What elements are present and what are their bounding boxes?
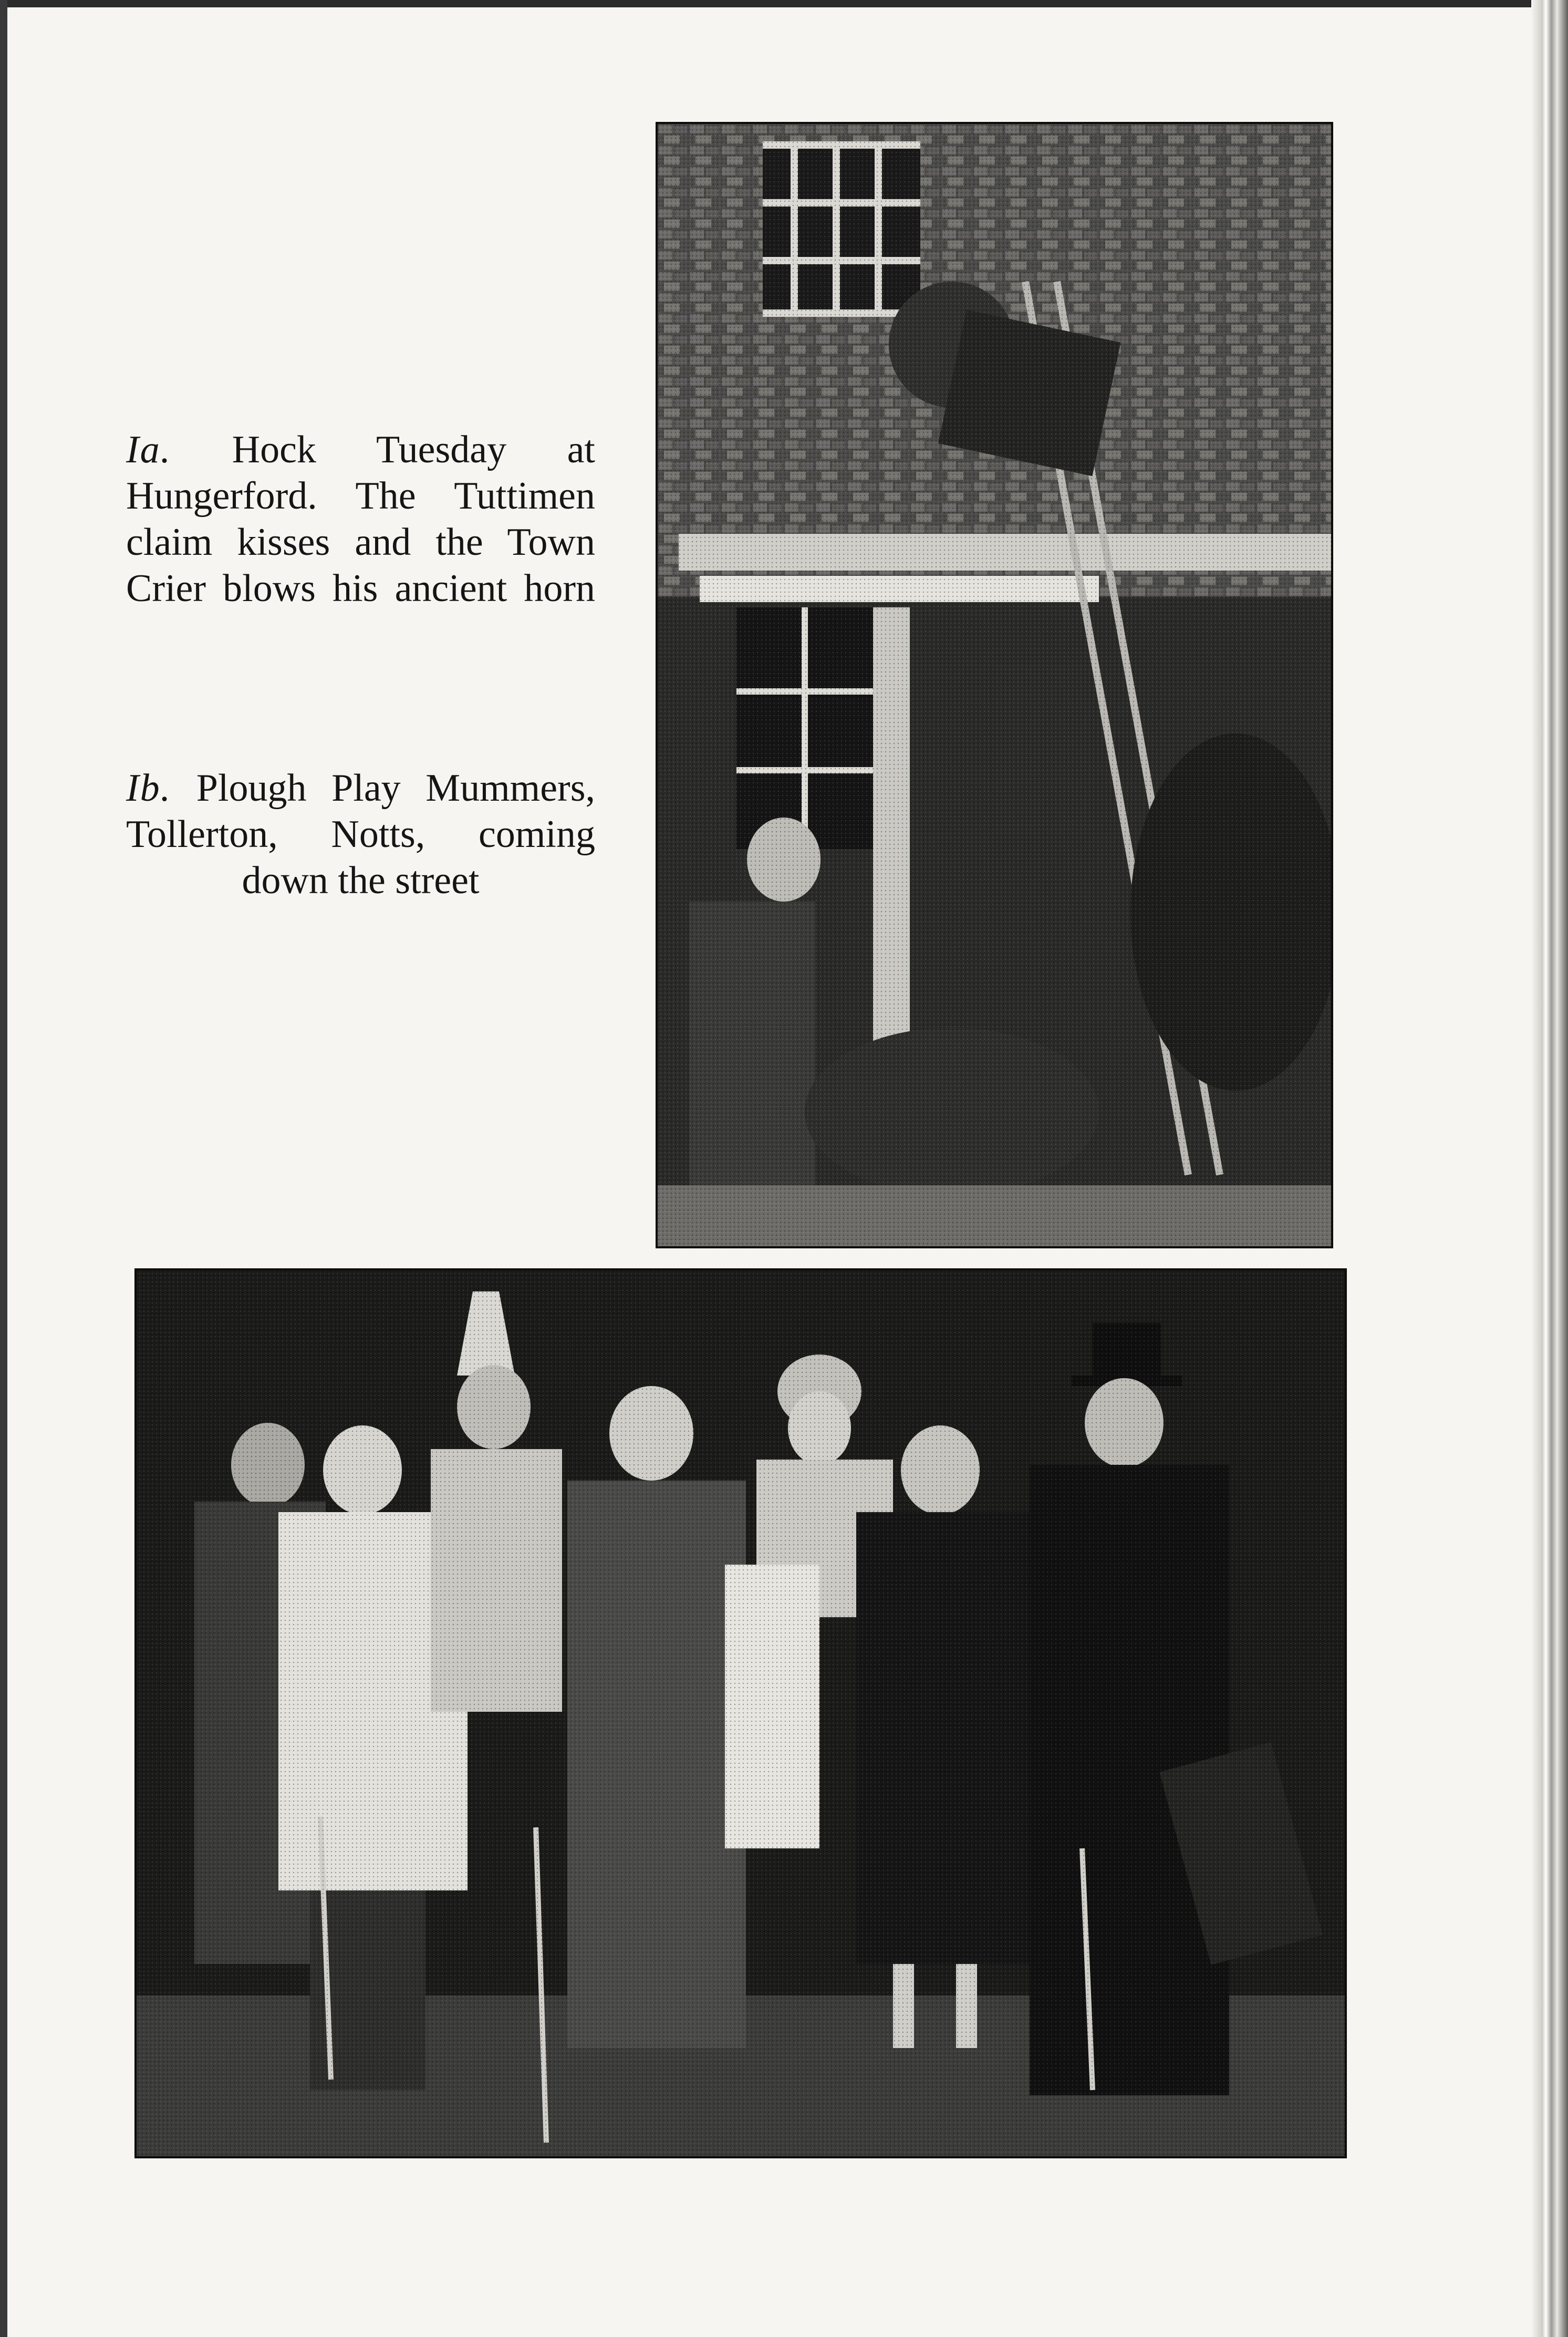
caption-a-line4: Crier blows his ancient horn <box>126 567 595 610</box>
caption-a-line2: Hungerford. The Tuttimen <box>126 474 595 518</box>
caption-a-line3: claim kisses and the Town <box>126 521 595 564</box>
caption-b-line1: Plough Play Mummers, <box>196 767 595 810</box>
caption-a-ref: Ia. <box>126 428 172 471</box>
caption-hock-tuesday <box>126 427 595 612</box>
caption-b-line2: Tollerton, Notts, coming <box>126 813 595 856</box>
caption-b-ref: Ib. <box>126 767 172 810</box>
caption-plough-play <box>126 765 595 904</box>
photo-plough-play-mummers-image <box>137 1270 1345 2156</box>
photo-hock-tuesday <box>656 122 1333 1248</box>
photo-hock-tuesday-image <box>658 124 1331 1246</box>
caption-b-line3: down the street <box>242 859 480 902</box>
caption-a-line1: Hock Tuesday at <box>232 428 595 471</box>
photo-plough-play-mummers <box>134 1268 1347 2158</box>
page-gutter <box>1531 0 1568 2337</box>
top-edge <box>0 0 1568 7</box>
left-edge <box>0 0 7 2337</box>
